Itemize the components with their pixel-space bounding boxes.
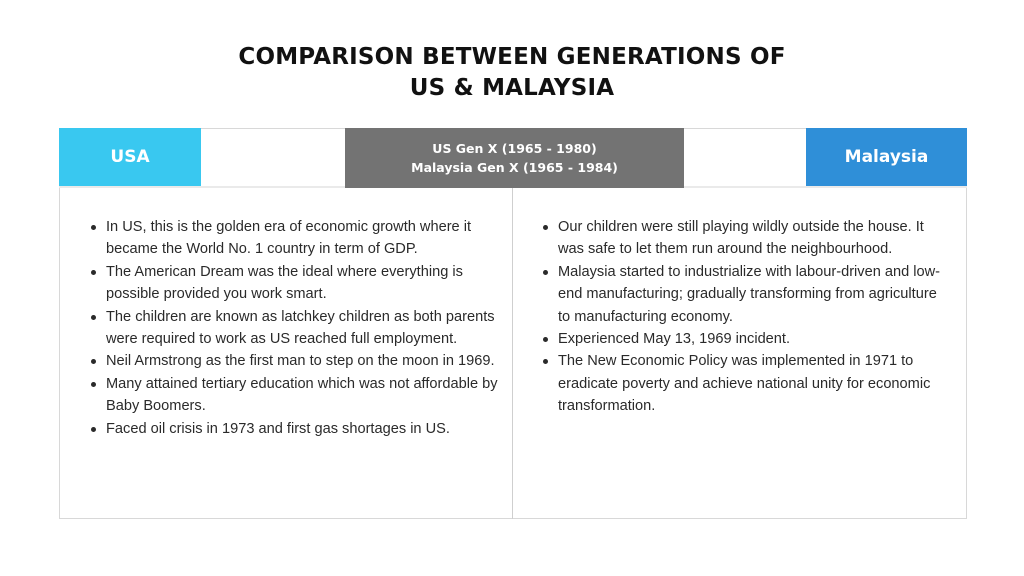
list-item: Our children were still playing wildly outside the house. It was safe to let them run around the neighbourhood. [542,216,952,261]
malaysia-points-list [542,216,952,418]
list-item: The New Economic Policy was implemented in 1971 to eradicate poverty and achieve national unity for economic transformation. [542,350,952,417]
list-item: Experienced May 13, 1969 incident. [542,328,952,350]
column-divider [512,188,513,519]
list-item: Neil Armstrong as the first man to step on the moon in 1969. [90,350,500,372]
list-item: Many attained tertiary education which was not affordable by Baby Boomers. [90,373,500,418]
title-line-2: US & MALAYSIA [409,75,615,101]
list-item: Faced oil crisis in 1973 and first gas shortages in US. [90,418,500,440]
list-item: In US, this is the golden era of economic growth where it became the World No. 1 country in term of GDP. [90,216,500,261]
generation-range-box [345,128,684,188]
list-item: Malaysia started to industrialize with labour-driven and low-end manufacturing; gradually transforming from agriculture to manufacturing economy. [542,261,952,328]
title-line-1: COMPARISON BETWEEN GENERATIONS OF [238,44,786,70]
malaysia-gen-range: Malaysia Gen X (1965 - 1984) [411,160,618,175]
us-gen-range: US Gen X (1965 - 1980) [432,141,597,156]
usa-points-list [90,216,500,440]
list-item: The children are known as latchkey children as both parents were required to work as US reached full employment. [90,306,500,351]
list-item: The American Dream was the ideal where everything is possible provided you work smart. [90,261,500,306]
usa-header-label: USA [110,147,150,167]
malaysia-header-label: Malaysia [844,147,929,167]
malaysia-header-tab [806,128,967,186]
usa-header-tab [59,128,201,186]
page-title [0,42,1024,104]
